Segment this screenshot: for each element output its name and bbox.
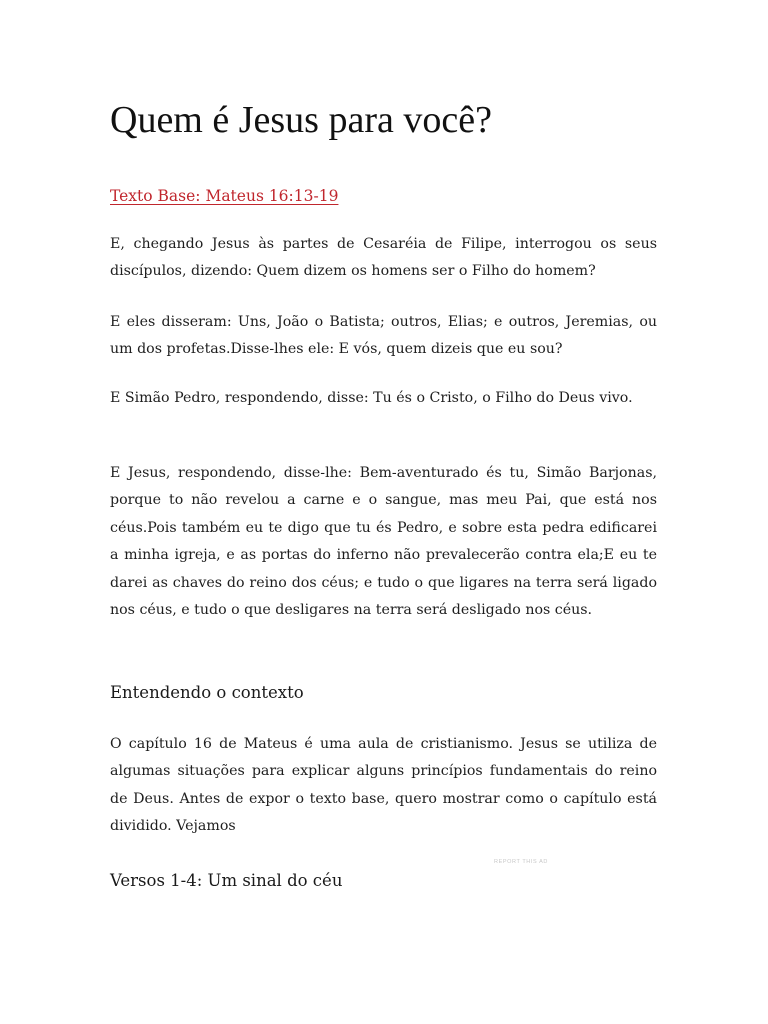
paragraph-3: E Simão Pedro, respondendo, disse: Tu és o Cristo, o Filho do Deus vivo.: [110, 390, 633, 406]
paragraph-context: O capítulo 16 de Mateus é uma aula de cristianismo. Jesus se utiliza de algumas situações para explicar alguns princípios fundamentais do reino de Deus. Antes de expor o texto base, quero mostrar como o capítulo está dividido. Vejamos: [110, 736, 657, 835]
base-text-link[interactable]: Texto Base: Mateus 16:13-19: [110, 187, 339, 205]
paragraph-4: E Jesus, respondendo, disse-lhe: Bem-aventurado és tu, Simão Barjonas, porque to não revelou a carne e o sangue, mas meu Pai, que está nos céus.Pois também eu te digo que tu és Pedro, e sobre esta pedra edificarei a minha igreja, e as portas do inferno não prevalecerão contra ela;E eu te darei as chaves do reino dos céus; e tudo o que ligares na terra será ligado nos céus, e tudo o que desligares na terra será desligado nos céus.: [110, 465, 657, 619]
section-heading-verses: Versos 1-4: Um sinal do céu: [110, 871, 343, 890]
paragraph-1: E, chegando Jesus às partes de Cesaréia de Filipe, interrogou os seus discípulos, dizendo: Quem dizem os homens ser o Filho do homem?: [110, 236, 657, 280]
paragraph-2: E eles disseram: Uns, João o Batista; outros, Elias; e outros, Jeremias, ou um dos profetas.Disse-lhes ele: E vós, quem dizeis que eu sou?: [110, 314, 657, 358]
article-title: Quem é Jesus para você?: [110, 99, 492, 141]
section-heading-context: Entendendo o contexto: [110, 683, 304, 702]
report-ad-link[interactable]: REPORT THIS AD: [494, 859, 548, 865]
